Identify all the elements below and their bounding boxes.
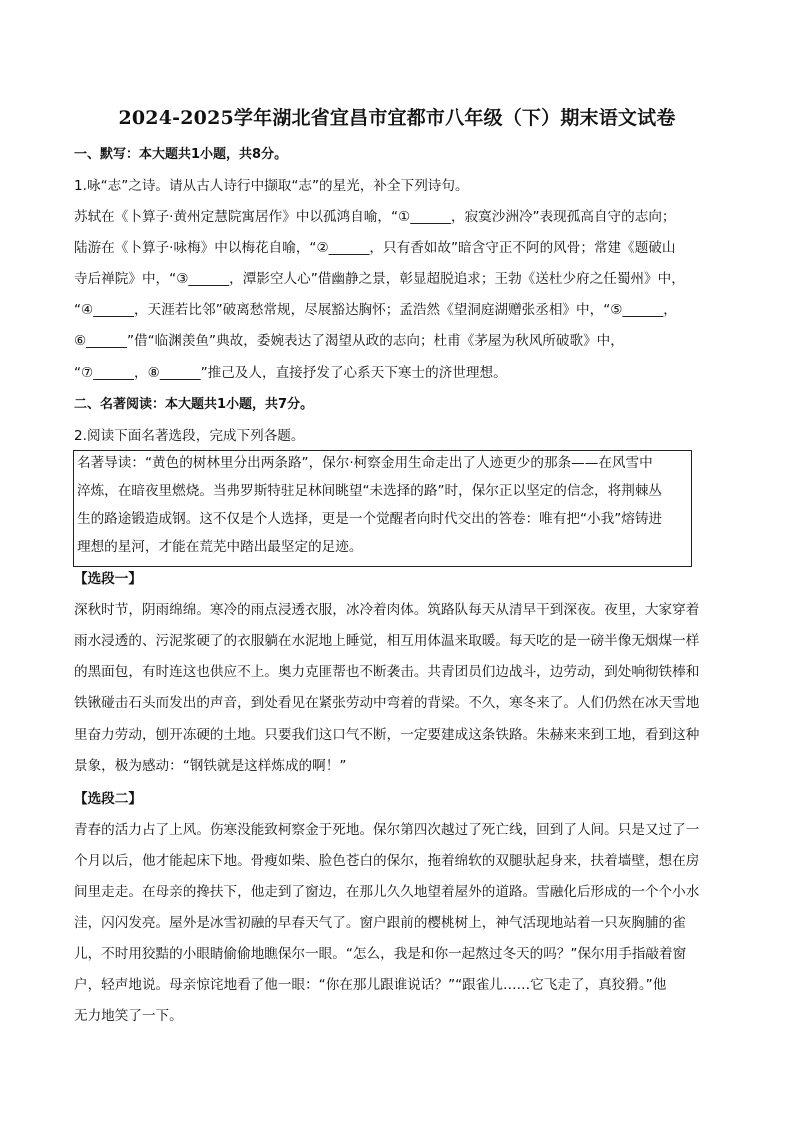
question1-line: “④______，天涯若比邻”破离愁常规，尽展豁达胸怀；孟浩然《望洞庭湖赠张丞相》中，“⑤______， (74, 302, 677, 318)
section2-heading: 二、名著阅读：本大题共1小题，共7分。 (74, 397, 314, 412)
excerpt2-line: 个月以后，他才能起床下地。骨瘦如柴、脸色苍白的保尔，拖着绵软的双腿驮起身来，扶着墙壁，想在房 (74, 853, 700, 869)
guide-box (73, 450, 692, 567)
excerpt2-line: 无力地笑了一下。 (74, 1008, 183, 1024)
question1-prompt: 1.咏“志”之诗。请从古人诗行中撷取“志”的星光，补全下列诗句。 (74, 178, 469, 194)
section1-heading: 一、默写：本大题共1小题，共8分。 (74, 147, 288, 162)
guide-line: 淬炼，在暗夜里燃烧。当弗罗斯特驻足林间眺望“未选择的路”时，保尔正以坚定的信念，将荆棘丛 (77, 483, 663, 499)
excerpt1-line: 深秋时节，阴雨绵绵。寒冷的雨点浸透衣服，冰冷着肉体。筑路队每天从清早干到深夜。夜里，大家穿着 (74, 602, 700, 618)
excerpt2-line: 间里走走。在母亲的搀扶下，他走到了窗边，在那儿久久地望着屋外的道路。雪融化后形成的一个个小水 (74, 884, 700, 900)
excerpt2-line: 户，轻声地说。母亲惊诧地看了他一眼：“你在那儿跟谁说话？”“跟雀儿……它飞走了，真狡猾。”他 (74, 977, 667, 993)
question1-line: “⑦______，⑧______”推己及人，直接抒发了心系天下寒士的济世理想。 (74, 365, 507, 381)
excerpt1-line: 里奋力劳动，刨开冻硬的土地。只要我们这口气不断，一定要建成这条铁路。朱赫来来到工地，看到这种 (74, 727, 700, 743)
question1-line: ⑥______”借“临渊羡鱼”典故，委婉表达了渴望从政的志向；杜甫《茅屋为秋风所破歌》中， (74, 333, 624, 349)
excerpt1-line: 雨水浸透的、污泥浆硬了的衣服躺在水泥地上睡觉，相互用体温来取暖。每天吃的是一磅半像无烟煤一样 (74, 633, 700, 649)
guide-line: 生的路途锻造成钢。这不仅是个人选择，更是一个觉醒者向时代交出的答卷：唯有把“小我”熔铸进 (77, 511, 663, 527)
question1-line: 苏轼在《卜算子·黄州定慧院寓居作》中以孤鸿自喻，“①______，寂寞沙洲冷”表现孤高自守的志向； (74, 209, 676, 225)
excerpt1-label: 【选段一】 (74, 571, 142, 587)
guide-line: 理想的星河，才能在荒芜中踏出最坚定的足迹。 (77, 539, 363, 555)
excerpt2-line: 洼，闪闪发亮。屋外是冰雪初融的早春天气了。窗户跟前的樱桃树上，神气活现地站着一只灰胸脯的雀 (74, 915, 686, 931)
excerpt2-label: 【选段二】 (74, 791, 142, 807)
question1-line: 寺后禅院》中，“③______，潭影空人心”借幽静之景，彰显超脱追求；王勃《送杜少府之任蜀州》中， (74, 271, 685, 287)
excerpt1-line: 景象，极为感动：“钢铁就是这样炼成的啊！” (74, 758, 347, 774)
excerpt1-line: 的黑面包，有时连这也供应不上。奥力克匪帮也不断袭击。共青团员们边战斗，边劳动，到处响彻铁棒和 (74, 664, 700, 680)
excerpt2-line: 儿，不时用狡黠的小眼睛偷偷地瞧保尔一眼。“怎么，我是和你一起熬过冬天的吗？”保尔用手指敲着窗 (74, 946, 687, 962)
excerpt1-line: 铁锹碰击石头而发出的声音，到处看见在紧张劳动中弯着的背梁。不久，寒冬来了。人们仍然在冰天雪地 (74, 695, 700, 711)
guide-line: 名著导读：“黄色的树林里分出两条路”，保尔·柯察金用生命走出了人迹更少的那条——在风雪中 (77, 455, 653, 471)
question2-prompt: 2.阅读下面名著选段，完成下列各题。 (74, 428, 305, 444)
exam-title: 2024-2025学年湖北省宜昌市宜都市八年级（下）期末语文试卷 (118, 107, 676, 129)
question1-line: 陆游在《卜算子·咏梅》中以梅花自喻，“②______，只有香如故”暗含守正不阿的风骨；常建《题破山 (74, 240, 676, 256)
excerpt2-line: 青春的活力占了上风。伤寒没能致柯察金于死地。保尔第四次越过了死亡线，回到了人间。只是又过了一 (74, 822, 700, 838)
